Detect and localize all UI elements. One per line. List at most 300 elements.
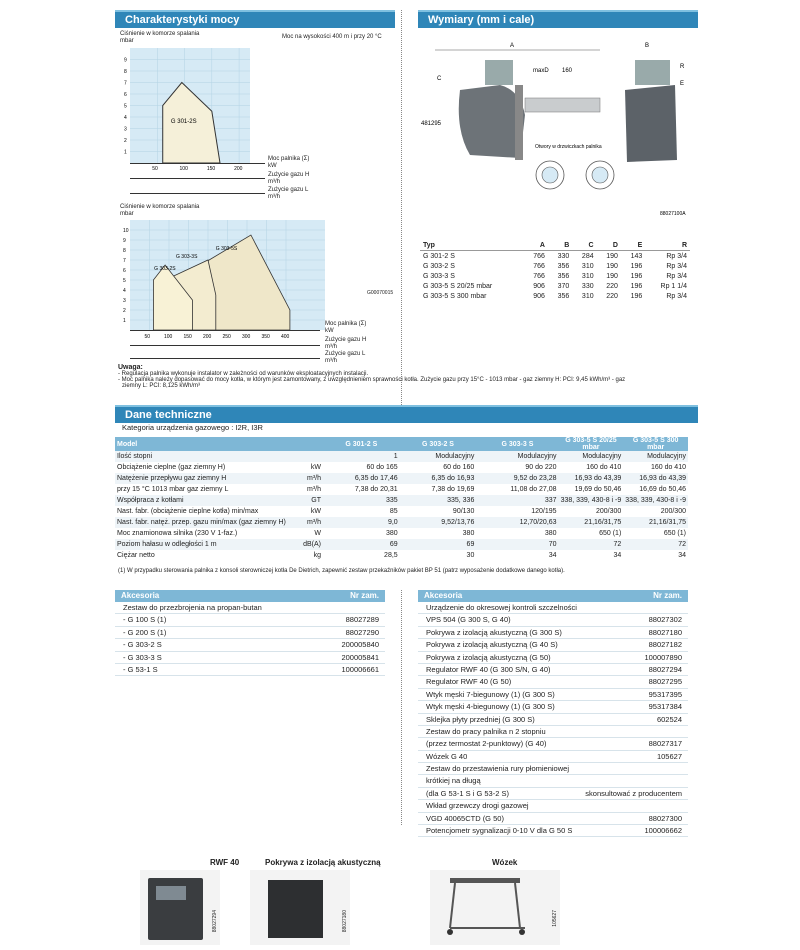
col-header: E (621, 240, 645, 251)
tech-data-cell: 1 (323, 451, 400, 462)
product-label-rwf40: RWF 40 (210, 858, 240, 867)
tech-data-cell (299, 451, 323, 462)
accessory-row (418, 763, 688, 775)
dimensions-row (420, 291, 690, 301)
accessory-row (418, 800, 688, 812)
accessory-name: Potencjometr sygnalizacji 0-10 V dla G 50 S (426, 826, 573, 836)
tech-data-cell: 380 (323, 528, 400, 539)
dimensions-cell: 330 (557, 252, 570, 260)
accessory-name: - G 303-2 S (123, 640, 162, 650)
rwf40-display (156, 886, 186, 900)
chart2-xtick: 100 (164, 334, 173, 340)
dimensions-row (420, 261, 690, 271)
accessory-name: Zestaw do przestawienia rury płomieniowej (426, 764, 569, 774)
accessory-order-number: 88027302 (648, 615, 682, 625)
accessories-title: Akcesoria (121, 591, 160, 600)
chart1-xlabel-power: Moc palnika (Σ) (268, 156, 310, 162)
accessory-row (418, 701, 688, 713)
chart1-series-label: G 301-2S (170, 118, 197, 125)
tech-data-cell: 200/300 (559, 506, 624, 517)
chart2-ytick: 1 (123, 318, 126, 324)
accessory-order-number: 100006662 (644, 826, 682, 836)
product-code: 105627 (552, 910, 558, 927)
dimensions-cell: 356 (557, 262, 570, 270)
accessory-name: Zestaw do pracy palnika n 2 stopniu (426, 726, 546, 736)
tech-data-cell: Współpraca z kotłami (115, 495, 299, 506)
chart1-ytick: 9 (124, 57, 127, 64)
tech-data-cell: 69 (323, 539, 400, 550)
chart2-ytick: 5 (123, 278, 126, 284)
accessory-order-number: 88027180 (648, 627, 682, 637)
tech-data-cell: 7,38 do 20,31 (323, 484, 400, 495)
chart1-ytick: 5 (124, 103, 127, 110)
col-header: G 303-2 S (400, 437, 477, 451)
chart2-xtick: 250 (222, 334, 231, 340)
accessory-name: (dla G 53-1 S i G 53-2 S) (426, 788, 509, 798)
order-number-header: Nr zam. (653, 591, 682, 600)
tech-data-row (115, 517, 688, 528)
tech-data-cell: 380 (476, 528, 558, 539)
accessory-name: Pokrywa z izolacją akustyczną (G 300 S) (426, 627, 562, 637)
dimension-label-c: C (437, 76, 442, 82)
tech-data-cell: 28,5 (323, 550, 400, 561)
accessory-order-number: 88027182 (648, 640, 682, 650)
tech-data-cell: przy 15 °C 1013 mbar gaz ziemny L (115, 484, 299, 495)
dimension-label-b: B (645, 43, 650, 49)
tech-data-cell: 70 (476, 539, 558, 550)
tech-data-cell: 16,93 do 43,39 (623, 473, 688, 484)
chart1-xtick: 100 (179, 166, 188, 172)
accessory-name: VGD 40065CTD (G 50) (426, 813, 504, 823)
chart2-axis-gas-l (130, 358, 320, 359)
tech-data-cell: Poziom hałasu w odległości 1 m (115, 539, 299, 550)
dimension-label-a: A (510, 43, 515, 49)
burner-tube (525, 98, 600, 112)
chart2-ytick: 10 (123, 228, 129, 234)
accessory-name: Regulator RWF 40 (G 50) (426, 677, 512, 687)
tech-data-cell: 9,0 (323, 517, 400, 528)
accessory-row (418, 689, 688, 701)
dimension-label-295: 295 (431, 121, 442, 127)
accessory-row (115, 627, 385, 639)
accessory-order-number: 88027317 (648, 739, 682, 749)
tech-footnote: (1) W przypadku sterowania palnika z konsoli sterowniczej kotła De Dietrich, zapewnić zestaw przekaźników pakiet BP 51 (patrz wyposażenie dodatkowe danego kotła). (118, 568, 565, 574)
tech-data-cell: 34 (476, 550, 558, 561)
drawing-code: 88027100A (660, 211, 686, 217)
chart2-xunit-gas-l: m³/h (325, 358, 337, 364)
tech-data-row (115, 550, 688, 561)
tech-data-cell: 7,38 do 19,69 (400, 484, 477, 495)
dimension-label-481: 481 (421, 121, 432, 127)
accessory-order-number: 88027300 (648, 813, 682, 823)
col-header: C (572, 240, 596, 251)
tech-data-cell: m³/h (299, 473, 323, 484)
tech-data-cell: W (299, 528, 323, 539)
uwaga-title: Uwaga: (118, 364, 143, 371)
chart2 (115, 215, 330, 340)
tech-data-cell: 34 (623, 550, 688, 561)
tech-data-row (115, 506, 688, 517)
section-header-wymiary (418, 10, 698, 28)
dimensions-cell: 906 (533, 282, 545, 290)
technical-data-table (115, 437, 688, 561)
dimension-label-maxd: maxD (533, 68, 549, 74)
door-holes-caption: Otwory w drzwiczkach palnika (535, 144, 602, 150)
dimensions-cell: 766 (533, 262, 545, 270)
flange-hole-right-inner (592, 167, 608, 183)
accessory-order-number: 200005841 (341, 652, 379, 662)
chart1-xunit-gas-l: m³/h (268, 194, 280, 200)
tech-data-cell: Ciężar netto (115, 550, 299, 561)
chart1-xtick: 50 (152, 166, 158, 172)
chart1-xlabel-gas-l: Zużycie gazu L (268, 187, 309, 193)
rwf40-device (148, 878, 203, 940)
accessory-name: Zestaw do przezbrojenia na propan-butan (123, 603, 262, 612)
accessory-order-number: 88027294 (648, 664, 682, 674)
accessory-order-number: skonsultować z producentem (585, 788, 682, 798)
tech-data-cell: Modulacyjny (400, 451, 477, 462)
col-header: G 303-5 S 20/25 mbar (559, 437, 624, 451)
chart1-ytick: 2 (124, 138, 127, 144)
chart2-xtick: 350 (261, 334, 270, 340)
chart2-ytick: 6 (123, 268, 126, 274)
tech-data-cell: Moc znamionowa silnika (230 V 1-faz.) (115, 528, 299, 539)
accessory-order-number: 88027289 (345, 615, 379, 625)
accessories-header (115, 590, 385, 602)
dimensions-cell: 766 (533, 252, 545, 260)
tech-data-row (115, 539, 688, 550)
tech-data-cell: 16,93 do 43,39 (559, 473, 624, 484)
accessory-order-number: 200005840 (341, 640, 379, 650)
dimensions-cell: Rp 1 1/4 (660, 282, 687, 290)
dimensions-cell: 196 (630, 292, 643, 300)
accessory-order-number: 95317395 (648, 689, 682, 699)
accessory-row (418, 639, 688, 651)
tech-data-cell: 650 (1) (623, 528, 688, 539)
tech-data-cell: Nast. fabr. natęż. przep. gazu min/max (gaz ziemny H) (115, 517, 299, 528)
tech-data-cell: 34 (559, 550, 624, 561)
accessory-name: Wózek G 40 (426, 751, 468, 761)
dimensions-cell: Rp 3/4 (666, 252, 687, 260)
section-header-moc (115, 10, 395, 28)
column-divider (401, 590, 402, 825)
tech-data-row (115, 484, 688, 495)
tech-data-cell: Natężenie przepływu gaz ziemny H (115, 473, 299, 484)
tech-data-cell: Obciążenie cieplne (gaz ziemny H) (115, 462, 299, 473)
tech-data-cell: Ilość stopni (115, 451, 299, 462)
tech-data-cell: 335, 336 (400, 495, 477, 506)
tech-data-cell: 6,35 do 16,93 (400, 473, 477, 484)
chart2-series-label: G 303-3S (176, 254, 198, 260)
dimensions-table (420, 240, 690, 301)
chart2-ytick: 8 (123, 248, 126, 254)
chart2-xtick: 400 (281, 334, 290, 340)
tech-data-cell: dB(A) (299, 539, 323, 550)
section-title: Wymiary (mm i cale) (428, 14, 535, 26)
chart2-xtick: 50 (144, 334, 151, 340)
tech-data-cell: 9,52/13,76 (400, 517, 477, 528)
accessory-name: - G 53-1 S (123, 664, 158, 674)
product-code: 88027180 (342, 910, 348, 933)
tech-data-cell: kW (299, 462, 323, 473)
tech-data-cell: 72 (559, 539, 624, 550)
tech-data-cell: 160 do 410 (623, 462, 688, 473)
tech-data-row (115, 528, 688, 539)
accessory-name: VPS 504 (G 300 S, G 40) (426, 615, 511, 625)
section-title: Dane techniczne (125, 409, 212, 421)
dimensions-cell: 906 (533, 292, 545, 300)
col-header: Typ (420, 240, 524, 251)
dimensions-cell: 310 (581, 262, 594, 270)
accessory-name: - G 200 S (1) (123, 627, 167, 637)
order-number-header: Nr zam. (350, 591, 379, 600)
dimensions-cell: 190 (606, 262, 618, 270)
tech-data-row (115, 473, 688, 484)
tech-data-row (115, 451, 688, 462)
dimensions-cell: 310 (581, 292, 594, 300)
accessory-name: krótkiej na długą (426, 776, 481, 786)
accessory-row (418, 788, 688, 800)
dimensions-cell: G 303-5 S 300 mbar (423, 292, 487, 300)
accessory-name: - G 303-3 S (123, 652, 162, 662)
accessories-header (418, 590, 688, 602)
tech-data-cell: 90/130 (400, 506, 477, 517)
chart1-axis-gas-l (130, 193, 265, 194)
chart1-axis-power (130, 163, 265, 164)
accessory-order-number: 88027295 (648, 677, 682, 687)
col-header: A (524, 240, 548, 251)
tech-data-cell: 21,16/31,75 (623, 517, 688, 528)
trolley-drawing (430, 870, 550, 940)
dimensions-cell: 196 (630, 282, 643, 290)
col-header: G 303-3 S (476, 437, 558, 451)
tech-data-cell: 85 (323, 506, 400, 517)
tech-data-cell: 380 (400, 528, 477, 539)
dimensions-cell: 196 (630, 262, 643, 270)
flange-hole-left-inner (542, 167, 558, 183)
chart2-yunit: mbar (120, 211, 134, 217)
accessory-row (115, 652, 385, 664)
accessory-row (115, 614, 385, 626)
tech-data-cell: 11,08 do 27,08 (476, 484, 558, 495)
chart2-axis-power (130, 330, 320, 331)
tech-data-cell: 69 (400, 539, 477, 550)
product-label-cover: Pokrywa z izolacją akustyczną (265, 858, 381, 867)
col-header: D (597, 240, 621, 251)
tech-data-cell: 200/300 (623, 506, 688, 517)
uwaga-line: ziemny L: PCI: 8,125 kWh/m³ (122, 383, 201, 389)
col-header: R (645, 240, 690, 251)
accessory-name: (przez termostat 2-punktowy) (G 40) (426, 739, 547, 749)
dimensions-cell: 284 (581, 252, 594, 260)
tech-data-cell: 16,69 do 50,46 (623, 484, 688, 495)
gas-category: Kategoria urządzenia gazowego : I2R, I3R (122, 423, 263, 432)
chart2-xlabel-power: Moc palnika (Σ) (325, 321, 367, 327)
dimensions-cell: 310 (581, 272, 594, 280)
accessory-order-number: 100007890 (644, 652, 682, 662)
tech-data-cell: Modulacyjny (623, 451, 688, 462)
tech-data-cell: 160 do 410 (559, 462, 624, 473)
accessory-row (418, 726, 688, 738)
accessory-row (418, 664, 688, 676)
dimensions-cell: G 303-3 S (423, 272, 455, 280)
tech-data-cell: 90 do 220 (476, 462, 558, 473)
dimensions-cell: Rp 3/4 (666, 272, 687, 280)
burner-dimension-drawing (415, 30, 695, 215)
accessory-order-number: 105627 (656, 751, 682, 761)
product-image-rwf40 (140, 870, 220, 945)
accessory-name: Sklejka płyty przedniej (G 300 S) (426, 714, 535, 724)
accessory-name: - G 100 S (1) (123, 615, 167, 625)
tech-data-row (115, 495, 688, 506)
dimensions-cell: 356 (557, 292, 570, 300)
front-gas-valve (635, 60, 670, 85)
chart1-yunit: mbar (120, 38, 134, 44)
accessories-left (115, 590, 385, 676)
dimensions-row (420, 271, 690, 281)
col-header: G 301-2 S (323, 437, 400, 451)
uwaga-line: - Moc palnika należy dopasować do mocy kotła, w którym jest zamontowany, z uwzględnieniem sprawności kotła. Zużycie gazu przy 15°C - 1013 mbar - gaz ziemny H: PCI: 9,45 kWh/m³ - gaz (118, 377, 626, 383)
chart2-ytick: 7 (123, 258, 126, 264)
accessory-name: Wtyk męski 4-biegunowy (1) (G 300 S) (426, 702, 555, 712)
col-header: G 303-5 S 300 mbar (623, 437, 688, 451)
tech-data-cell: Modulacyjny (476, 451, 558, 462)
tech-data-cell: 9,52 do 23,28 (476, 473, 558, 484)
chart2-ytick: 2 (123, 308, 126, 314)
accessory-row (418, 775, 688, 787)
section-header-dane (115, 405, 698, 423)
accessory-row (418, 614, 688, 626)
tech-data-cell: m³/h (299, 517, 323, 528)
tech-data-cell: 30 (400, 550, 477, 561)
accessory-order-number: 95317384 (648, 702, 682, 712)
accessory-name: Urządzenie do okresowej kontroli szczelności (426, 603, 577, 612)
accessory-row (418, 738, 688, 750)
dimensions-cell: Rp 3/4 (666, 292, 687, 300)
tech-data-cell: 72 (623, 539, 688, 550)
tech-data-cell: 338, 339, 430-8 i -9 (625, 497, 686, 504)
dimension-label-160: 160 (562, 68, 573, 74)
chart2-ytick: 3 (123, 298, 126, 304)
tech-data-row (115, 462, 688, 473)
chart2-series-label: G 303-5S (215, 246, 238, 252)
chart1-ytick: 4 (124, 115, 127, 121)
section-title: Charakterystyki mocy (125, 14, 240, 26)
tech-data-cell: 337 (476, 495, 558, 506)
chart2-xlabel-gas-l: Zużycie gazu L (325, 351, 366, 357)
dimensions-cell: 766 (533, 272, 545, 280)
accessory-row (418, 627, 688, 639)
accessories-title: Akcesoria (424, 591, 463, 600)
chart2-ytick: 4 (123, 288, 126, 294)
dimensions-cell: 220 (606, 292, 618, 300)
chart1 (115, 40, 275, 170)
chart2-xtick: 200 (203, 334, 212, 340)
accessory-row (418, 652, 688, 664)
accessory-name: Pokrywa z izolacją akustyczną (G 50) (426, 652, 551, 662)
tech-data-cell: 21,16/31,75 (559, 517, 624, 528)
col-header (299, 437, 323, 451)
tech-data-cell: 335 (323, 495, 400, 506)
dimensions-header-row (420, 240, 690, 251)
tech-data-cell: Modulacyjny (559, 451, 624, 462)
tech-data-cell: 650 (1) (559, 528, 624, 539)
chart1-ytick: 8 (124, 69, 127, 75)
col-header: Model (115, 437, 299, 451)
accessory-name: Wtyk męski 7-biegunowy (1) (G 300 S) (426, 689, 555, 699)
tech-data-cell: kg (299, 550, 323, 561)
chart1-ytick: 3 (124, 126, 127, 133)
chart1-note: Moc na wysokości 400 m i przy 20 °C (282, 34, 382, 40)
chart2-xlabel-gas-h: Zużycie gazu H (325, 337, 367, 343)
tech-data-cell: 120/195 (476, 506, 558, 517)
dimensions-cell: G 303-5 S 20/25 mbar (423, 282, 493, 290)
accessory-order-number: 602524 (656, 714, 682, 724)
dimensions-cell: 190 (606, 272, 618, 280)
tech-data-cell: m³/h (299, 484, 323, 495)
tech-data-cell: 6,35 do 17,46 (323, 473, 400, 484)
dimensions-cell: 190 (606, 252, 618, 260)
uwaga-line: - Regulacja palnika wykonuje instalator w zależności od warunków eksploatacyjnych instalacji. (118, 371, 369, 377)
gas-valve (485, 60, 513, 85)
chart1-ytick: 7 (124, 80, 127, 87)
chart1-xtick: 200 (234, 166, 243, 172)
chart2-series-label: G 303-2S (154, 266, 176, 272)
accessory-row (115, 602, 385, 614)
accessory-row (418, 751, 688, 763)
chart2-xunit-power: kW (325, 328, 334, 334)
tech-data-cell: kW (299, 506, 323, 517)
accessory-row (115, 639, 385, 651)
burner-front-view (625, 85, 677, 162)
uwaga-note (118, 364, 688, 389)
chart2-xunit-gas-h: m³/h (325, 344, 337, 350)
accessory-order-number: 88027290 (345, 627, 379, 637)
dimensions-cell: 356 (557, 272, 570, 280)
chart2-ytick: 9 (123, 238, 126, 244)
chart1-xunit-gas-h: m³/h (268, 179, 280, 185)
accessory-row (418, 714, 688, 726)
chart2-code: G00070015 (367, 290, 394, 296)
column-divider (401, 10, 402, 405)
dimensions-cell: G 301-2 S (423, 252, 455, 260)
chart2-xtick: 300 (242, 334, 251, 340)
dimensions-row (420, 251, 690, 262)
accessory-name: Pokrywa z izolacją akustyczną (G 40 S) (426, 640, 558, 650)
accessory-order-number: 100006661 (341, 664, 379, 674)
dimensions-cell: 220 (606, 282, 618, 290)
dimensions-cell: 196 (630, 272, 643, 280)
dimensions-cell: Rp 3/4 (666, 262, 687, 270)
tech-data-cell: 60 do 160 (400, 462, 477, 473)
product-label-wozek: Wózek (492, 858, 518, 867)
tech-data-cell: Nast. fabr. (obciążenie cieplne kotła) min/max (115, 506, 299, 517)
accessory-row (418, 602, 688, 614)
chart2-axis-gas-h (130, 345, 320, 346)
burner-flange (515, 85, 523, 160)
accessory-name: Wkład grzewczy drogi gazowej (426, 801, 529, 811)
dimensions-cell: G 303-2 S (423, 262, 455, 270)
dimensions-cell: 143 (630, 252, 643, 260)
chart1-xlabel-gas-h: Zużycie gazu H (268, 172, 310, 178)
dimensions-row (420, 281, 690, 291)
acoustic-cover (268, 880, 323, 938)
chart2-ylabel: Ciśnienie w komorze spalania (120, 204, 200, 210)
chart2-xtick: 150 (183, 334, 192, 340)
accessory-row (418, 676, 688, 688)
accessory-name: Regulator RWF 40 (G 300 S/N, G 40) (426, 664, 551, 674)
dimension-label-r: R (680, 64, 685, 70)
